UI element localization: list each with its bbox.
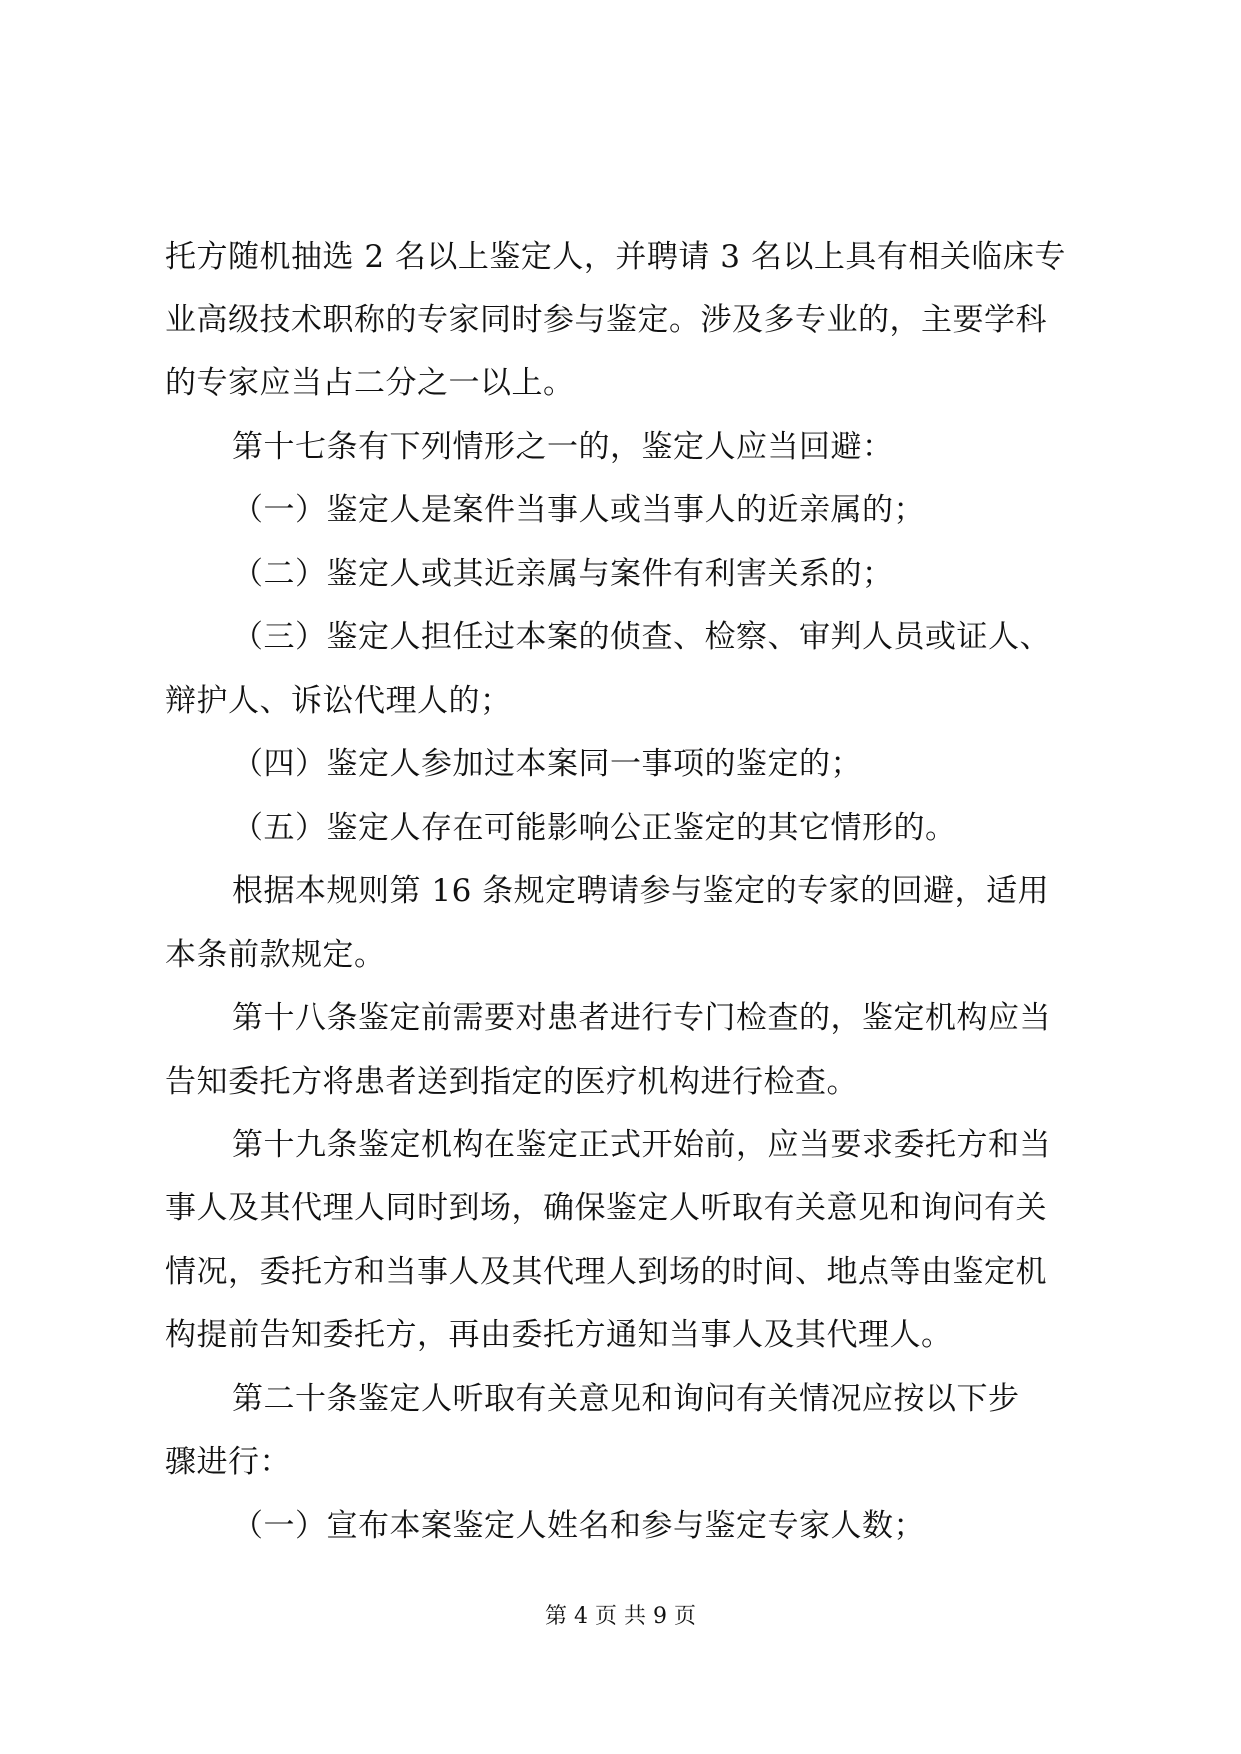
text-line: 本条前款规定。 [165,937,386,973]
list-item: （二）鉴定人或其近亲属与案件有利害关系的； [232,556,894,592]
article-20-paragraph: 第二十条鉴定人听取有关意见和询问有关情况应按以下步 [232,1381,1020,1417]
article-18-paragraph: 第十八条鉴定前需要对患者进行专门检查的，鉴定机构应当 [232,1000,1051,1036]
text-line: 托方随机抽选 2 名以上鉴定人，并聘请 3 名以上具有相关临床专 [165,239,1066,275]
text-line: 业高级技术职称的专家同时参与鉴定。涉及多专业的，主要学科 [165,302,1047,338]
text-line: 辩护人、诉讼代理人的； [165,683,512,719]
text-line: 告知委托方将患者送到指定的医疗机构进行检查。 [165,1064,858,1100]
text-line: 事人及其代理人同时到场，确保鉴定人听取有关意见和询问有关 [165,1190,1047,1226]
text-line: 的专家应当占二分之一以上。 [165,365,575,401]
text-line: 情况，委托方和当事人及其代理人到场的时间、地点等由鉴定机 [165,1254,1047,1290]
article-17-heading: 第十七条有下列情形之一的，鉴定人应当回避： [232,429,894,465]
text-line: 骤进行： [165,1444,291,1480]
text-line: 构提前告知委托方，再由委托方通知当事人及其代理人。 [165,1317,953,1353]
text-line: 根据本规则第 16 条规定聘请参与鉴定的专家的回避，适用 [232,873,1050,909]
list-item: （一）宣布本案鉴定人姓名和参与鉴定专家人数； [232,1508,925,1544]
list-item: （五）鉴定人存在可能影响公正鉴定的其它情形的。 [232,810,957,846]
list-item: （四）鉴定人参加过本案同一事项的鉴定的； [232,746,862,782]
list-item: （三）鉴定人担任过本案的侦查、检察、审判人员或证人、 [232,619,1051,655]
list-item: （一）鉴定人是案件当事人或当事人的近亲属的； [232,492,925,528]
article-19-paragraph: 第十九条鉴定机构在鉴定正式开始前，应当要求委托方和当 [232,1127,1051,1163]
page-footer: 第 4 页 共 9 页 [545,1604,696,1629]
